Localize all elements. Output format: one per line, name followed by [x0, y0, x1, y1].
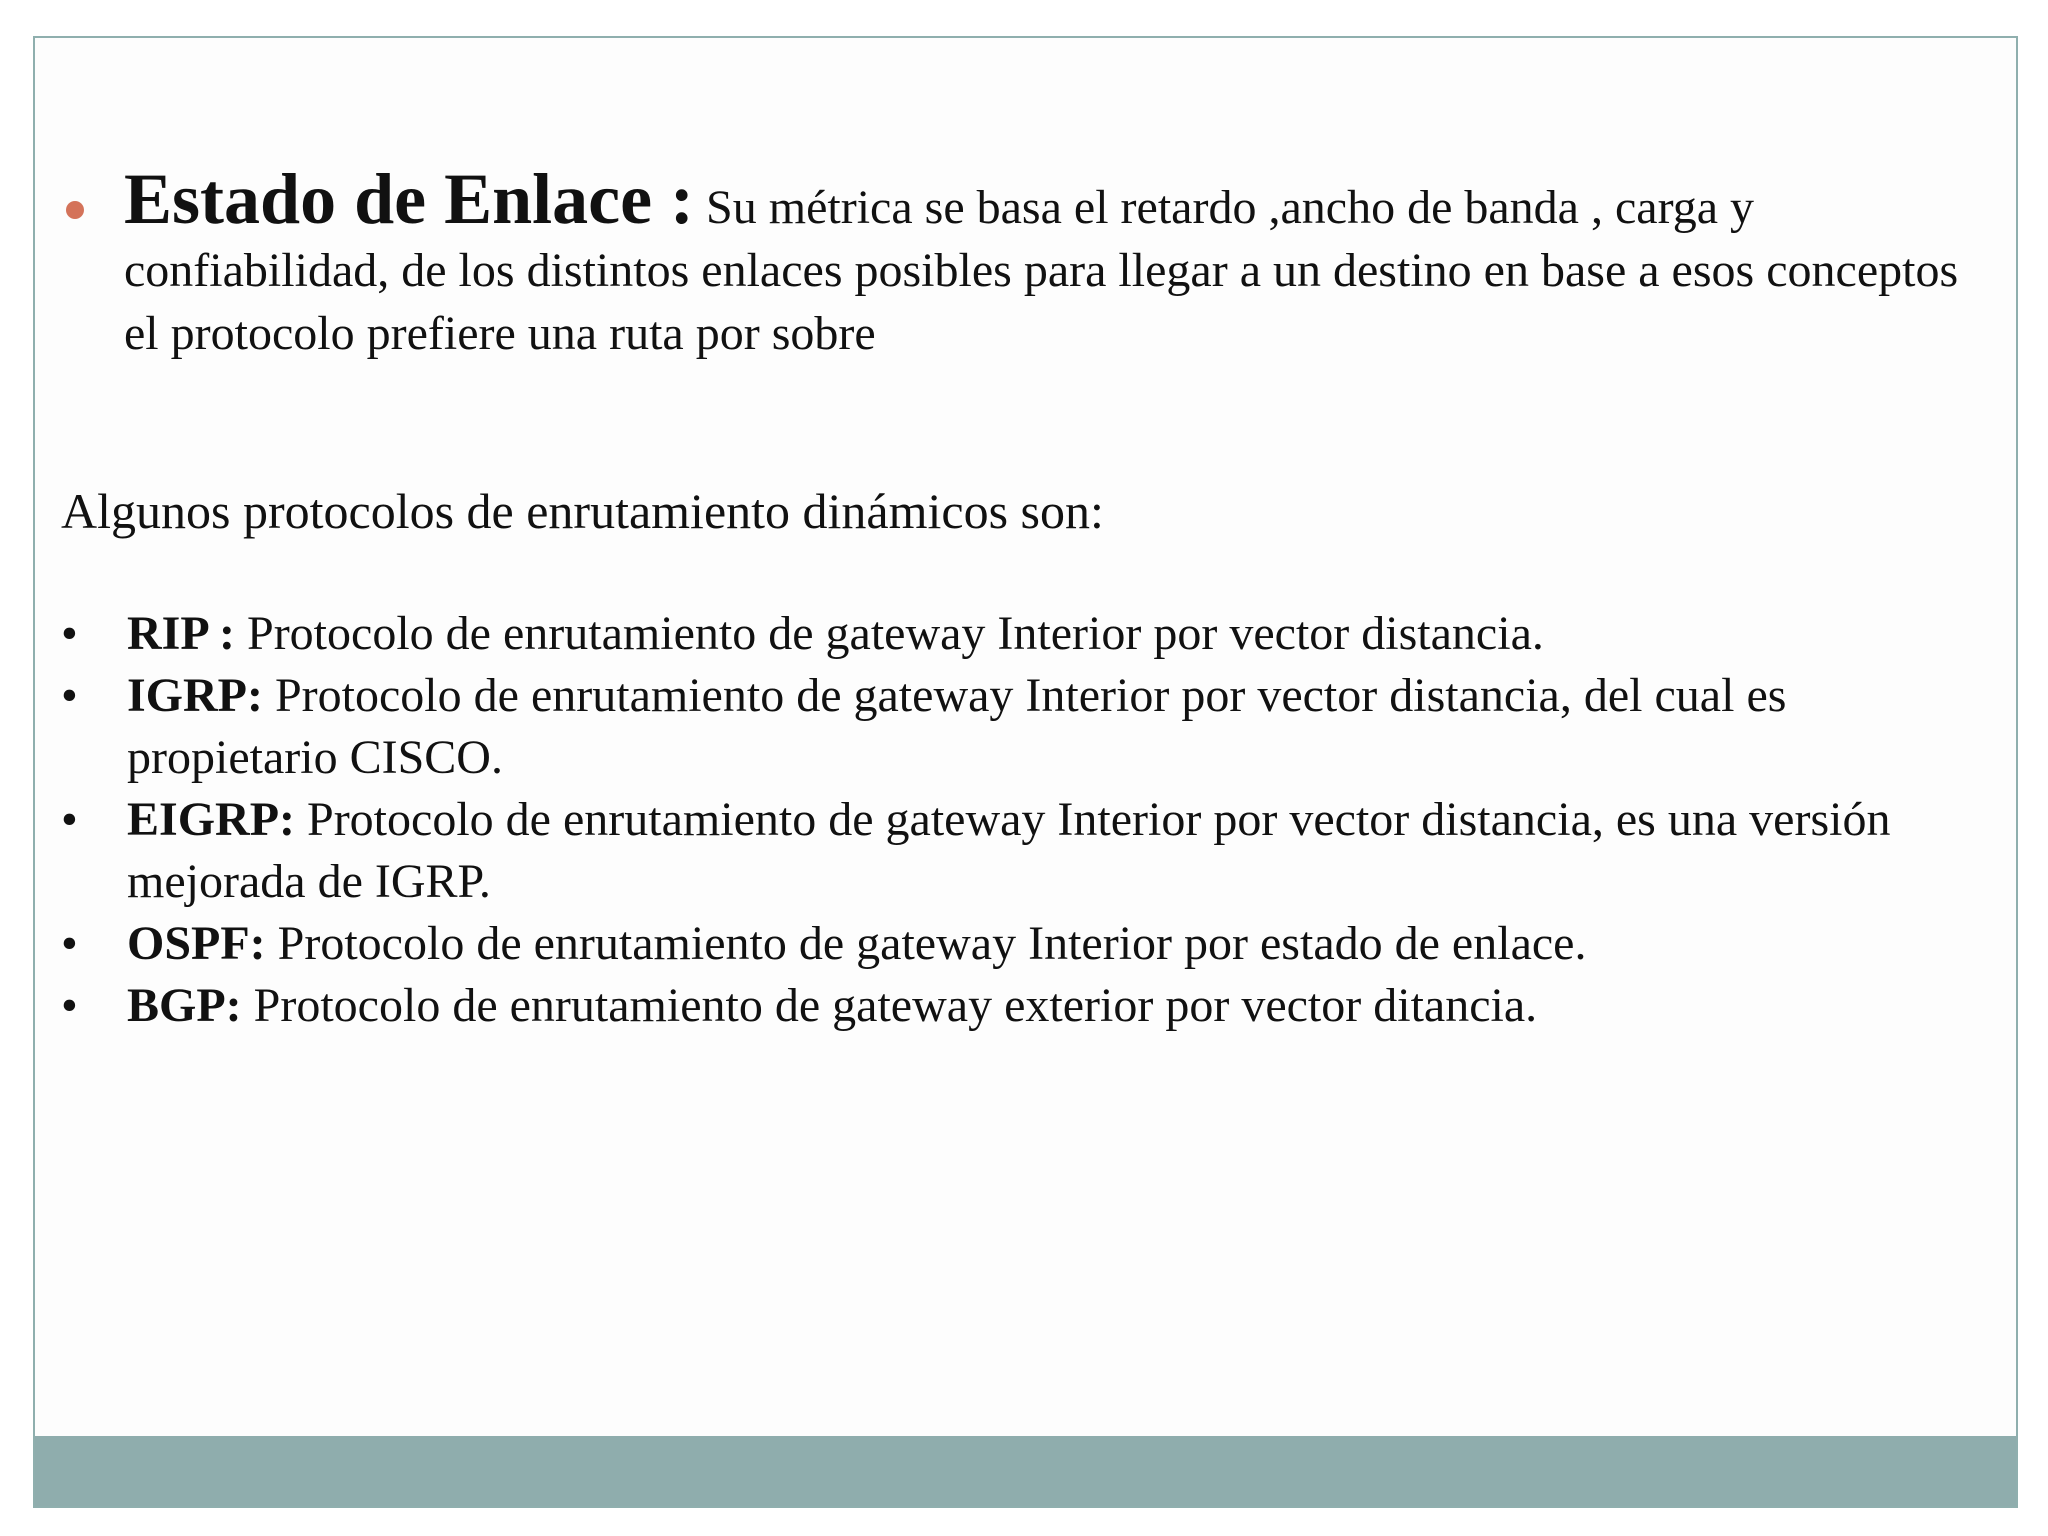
- protocol-description: Protocolo de enrutamiento de gateway Interior por vector distancia.: [247, 607, 1544, 660]
- protocol-description: Protocolo de enrutamiento de gateway Interior por vector distancia, es una versión mejorada de IGRP.: [127, 793, 1891, 908]
- protocol-name: IGRP:: [127, 669, 263, 722]
- intro-text: Algunos protocolos de enrutamiento dinámicos son:: [61, 483, 1104, 539]
- protocol-description: Protocolo de enrutamiento de gateway Interior por vector distancia, del cual es propietario CISCO.: [127, 669, 1787, 784]
- list-item: [61, 603, 1991, 665]
- bullet-icon: •: [61, 669, 78, 722]
- first-bullet-heading: Estado de Enlace :: [124, 159, 695, 239]
- list-item: [61, 789, 1991, 913]
- bullet-icon: •: [61, 917, 78, 970]
- list-item: [61, 975, 1991, 1037]
- list-item: [61, 913, 1991, 975]
- footer-bar: [35, 1436, 2016, 1506]
- protocol-name: BGP:: [127, 979, 242, 1032]
- protocol-list: [61, 603, 1991, 1037]
- protocol-description: Protocolo de enrutamiento de gateway Interior por estado de enlace.: [277, 917, 1587, 970]
- slide: [33, 36, 2018, 1508]
- bullet-icon: •: [61, 607, 78, 660]
- bullet-icon: •: [61, 979, 78, 1032]
- list-item: [61, 665, 1991, 789]
- protocol-name: OSPF:: [127, 917, 266, 970]
- first-bullet: [124, 159, 1994, 365]
- bullet-dot-icon: [66, 201, 84, 219]
- bullet-icon: •: [61, 793, 78, 846]
- protocol-name: EIGRP:: [127, 793, 295, 846]
- protocol-name: RIP :: [127, 607, 235, 660]
- protocol-description: Protocolo de enrutamiento de gateway exterior por vector ditancia.: [253, 979, 1538, 1032]
- first-bullet-text: Su métrica se basa el retardo ,ancho de banda , carga y confiabilidad, de los distintos enlaces posibles para llegar a un destino en base a esos conceptos el protocolo prefiere una ruta por sobre: [124, 181, 1959, 360]
